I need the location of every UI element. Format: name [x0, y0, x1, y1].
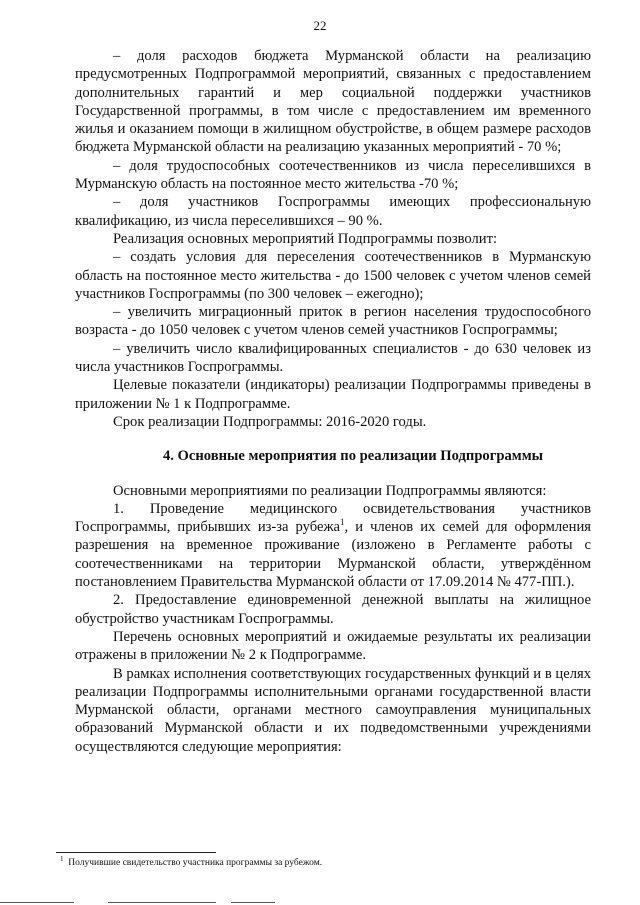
paragraph: – доля участников Госпрограммы имеющих профессиональную квалификацию, из числа переселившихся – 90 %.	[75, 194, 591, 229]
paragraph: – увеличить миграционный приток в регион населения трудоспособного возраста - до 1050 человек с учетом членов семей участников Госпрограммы;	[75, 304, 591, 339]
paragraph-item-1	[75, 500, 591, 591]
paragraph: – увеличить число квалифицированных специалистов - до 630 человек из числа участников Госпрограммы.	[75, 340, 591, 376]
paragraph: Срок реализации Подпрограммы: 2016-2020 годы.	[113, 413, 427, 430]
paragraph: В рамках исполнения соответствующих государственных функций и в целях реализации Подпрограммы исполнительными органами государственной власти Мурманской области, органами местного самоуправления муниципальных образований Мурманской области и их подведомственными учреждениями осуществляются следующие мероприятия:	[75, 665, 591, 755]
item-1-text: 1. Проведение медицинского освидетельствования участников Госпрограммы, прибывших из-за рубежа	[75, 500, 591, 536]
footnote-divider	[56, 852, 216, 853]
footnote-ref: 1	[340, 517, 345, 528]
paragraph: – создать условия для переселения соотечественников в Мурманскую область на постоянное место жительства - до 1500 человек с учетом членов семей участников Госпрограммы (по 300 человек – ежегодно);	[75, 249, 591, 302]
paragraph: Перечень основных мероприятий и ожидаемые результаты их реализации отражены в приложении № 2 к Подпрограмме.	[75, 628, 591, 664]
paragraph: – доля трудоспособных соотечественников из числа переселившихся в Мурманскую область на постоянное место жительства -70 %;	[75, 157, 591, 193]
bottom-edge-line	[231, 902, 275, 903]
paragraph: Целевые показатели (индикаторы) реализации Подпрограммы приведены в приложении № 1 к Подпрограмме.	[75, 377, 591, 412]
footnote-mark: 1	[60, 854, 64, 863]
item-1-text-cont: , и членов их семей для оформления разрешения на временное проживание (изложено в Регламенте работы с соотечественниками на территории Мурманской области, утверждённом постановлением Правительства Мурманской области от 17.09.2014 № 477-ПП.).	[75, 519, 591, 591]
paragraph: – доля расходов бюджета Мурманской области на реализацию предусмотренных Подпрограммой мероприятий, связанных с предоставлением дополнительных гарантий и мер социальной поддержки участников Государственной программы, в том числе с предоставлением им временного жилья и оказанием помощи в жилищном обустройстве, в общем размере расходов бюджета Мурманской области на реализацию указанных мероприятий - 70 %;	[75, 48, 591, 156]
page-number: 22	[313, 18, 327, 33]
footnote	[60, 854, 323, 869]
paragraph: 2. Предоставление единовременной денежной выплаты на жилищное обустройство участникам Госпрограммы.	[75, 592, 591, 627]
paragraph: Основными мероприятиями по реализации Подпрограммы являются:	[113, 482, 547, 499]
bottom-edge-line	[0, 902, 74, 903]
footnote-text: Получившие свидетельство участника программы за рубежом.	[68, 858, 323, 868]
bottom-edge-line	[108, 902, 216, 903]
paragraph: Реализация основных мероприятий Подпрограммы позволит:	[113, 230, 497, 247]
section-heading: 4. Основные мероприятия по реализации Подпрограммы	[162, 448, 544, 465]
document-body	[75, 47, 591, 756]
